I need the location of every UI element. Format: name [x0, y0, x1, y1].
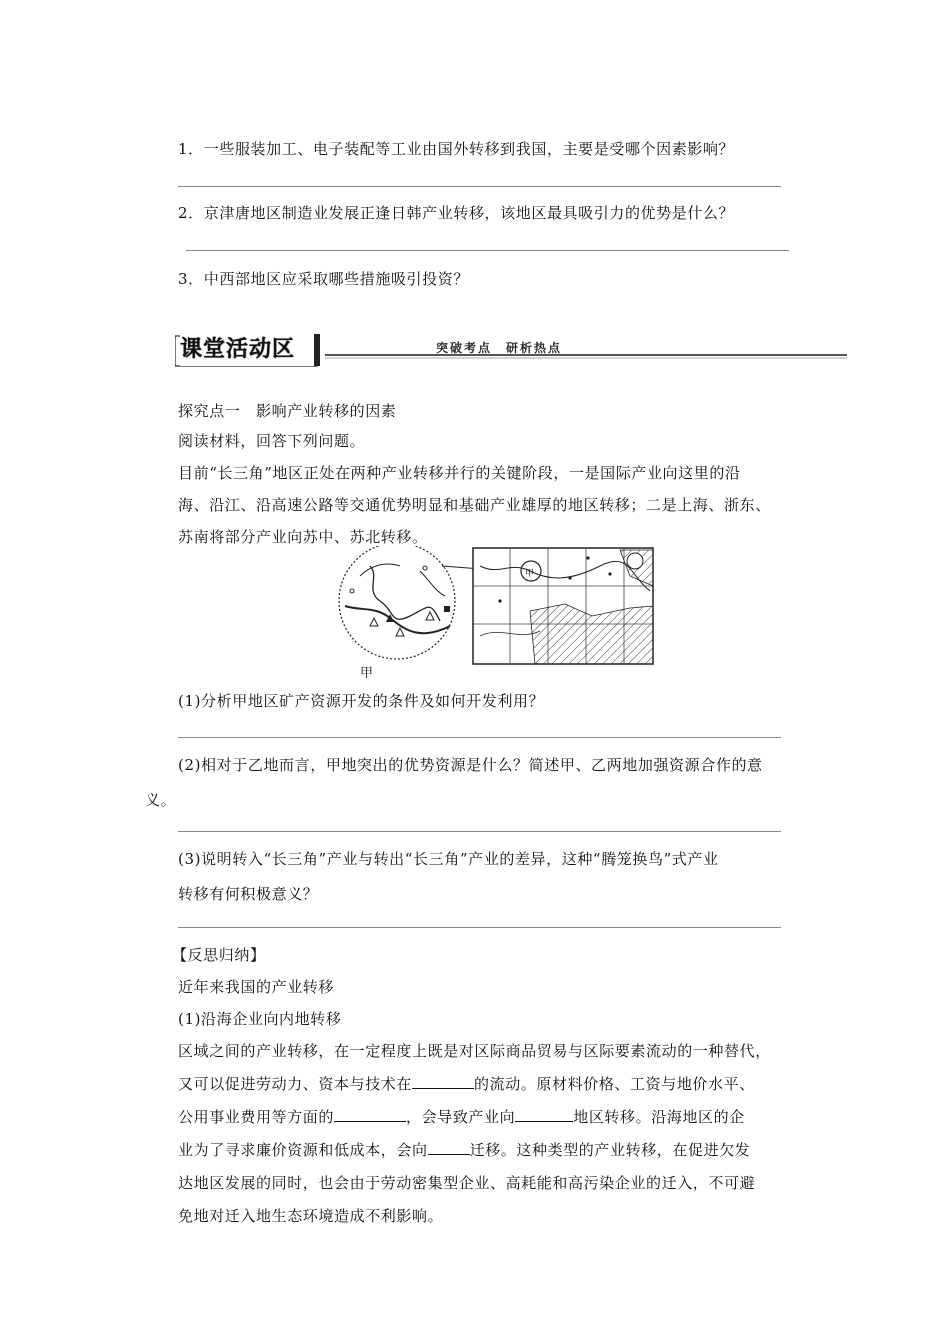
- summary-line-4-part-a: 业为了寻求廉价资源和低成本，会向: [178, 1141, 428, 1159]
- summary-line-2: [178, 1073, 755, 1094]
- map-label: 甲: [360, 666, 374, 681]
- summary-line-1: 区域之间的产业转移，在一定程度上既是对区际商品贸易与区际要素流动的一种替代，: [178, 1042, 771, 1060]
- prep-question-2: 2．京津唐地区制造业发展正逢日韩产业转移，该地区最具吸引力的优势是什么？: [178, 204, 735, 222]
- question-3-line-1: (3)说明转入“长三角”产业与转出“长三角”产业的差异，这种“腾笼换鸟”式产业: [178, 850, 719, 868]
- summary-line-2-part-b: 的流动。原材料价格、工资与地价水平、: [474, 1075, 755, 1093]
- question-2-line-2: 义。: [145, 791, 177, 809]
- prep-question-3: 3．中西部地区应采取哪些措施吸引投资？: [178, 270, 469, 288]
- banner-title: 课堂活动区: [180, 334, 314, 366]
- map-graphic: [330, 546, 660, 676]
- summary-heading: 【反思归纳】: [172, 946, 266, 964]
- answer-line-q1: [178, 737, 781, 738]
- answer-line-q3: [178, 927, 781, 928]
- fill-blank-1[interactable]: [412, 1074, 474, 1089]
- summary-line-5: 达地区发展的同时，也会由于劳动密集型企业、高耗能和高污染企业的迁入，不可避: [178, 1174, 756, 1192]
- summary-topic: 近年来我国的产业转移: [178, 978, 335, 996]
- summary-subheading: (1)沿海企业向内地转移: [178, 1010, 342, 1028]
- question-1: (1)分析甲地区矿产资源开发的条件及如何开发利用？: [178, 692, 545, 710]
- question-2-line-1: (2)相对于乙地而言，甲地突出的优势资源是什么？简述甲、乙两地加强资源合作的意: [178, 756, 763, 774]
- summary-line-6: 免地对迁入地生态环境造成不利影响。: [178, 1207, 444, 1225]
- question-3-line-2: 转移有何积极意义？: [178, 885, 319, 903]
- summary-line-3-part-a: 公用事业费用等方面的: [178, 1108, 335, 1126]
- explore-heading: 探究点一 影响产业转移的因素: [178, 402, 397, 420]
- summary-line-3-part-b: ，会导致产业向: [406, 1108, 516, 1126]
- answer-line-1: [178, 186, 781, 187]
- explore-instruction: 阅读材料，回答下列问题。: [178, 432, 366, 450]
- map-figure: [330, 546, 660, 676]
- prep-question-1: 1．一些服装加工、电子装配等工业由国外转移到我国，主要是受哪个因素影响？: [178, 140, 735, 158]
- material-line-1: 目前“长三角”地区正处在两种产业转移并行的关键阶段，一是国际产业向这里的沿: [178, 464, 741, 482]
- map-small-label: 甲: [525, 569, 535, 579]
- summary-line-4: [178, 1139, 750, 1160]
- summary-line-2-part-a: 又可以促进劳动力、资本与技术在: [178, 1075, 413, 1093]
- answer-line-q2: [178, 831, 781, 832]
- fill-blank-3[interactable]: [515, 1107, 573, 1122]
- material-line-3: 苏南将部分产业向苏中、苏北转移。: [178, 528, 428, 546]
- summary-line-3-part-c: 地区转移。沿海地区的企: [573, 1108, 745, 1126]
- answer-line-2: [186, 250, 789, 251]
- fill-blank-2[interactable]: [334, 1107, 406, 1122]
- material-line-2: 海、沿江、沿高速公路等交通优势明显和基础产业雄厚的地区转移；二是上海、浙东、: [178, 496, 771, 514]
- summary-line-3: [178, 1106, 745, 1127]
- summary-line-4-part-b: 迁移。这种类型的产业转移，在促进欠发: [469, 1141, 751, 1159]
- banner-subtitle: 突破考点 研析热点: [436, 341, 563, 355]
- fill-blank-4[interactable]: [428, 1140, 470, 1155]
